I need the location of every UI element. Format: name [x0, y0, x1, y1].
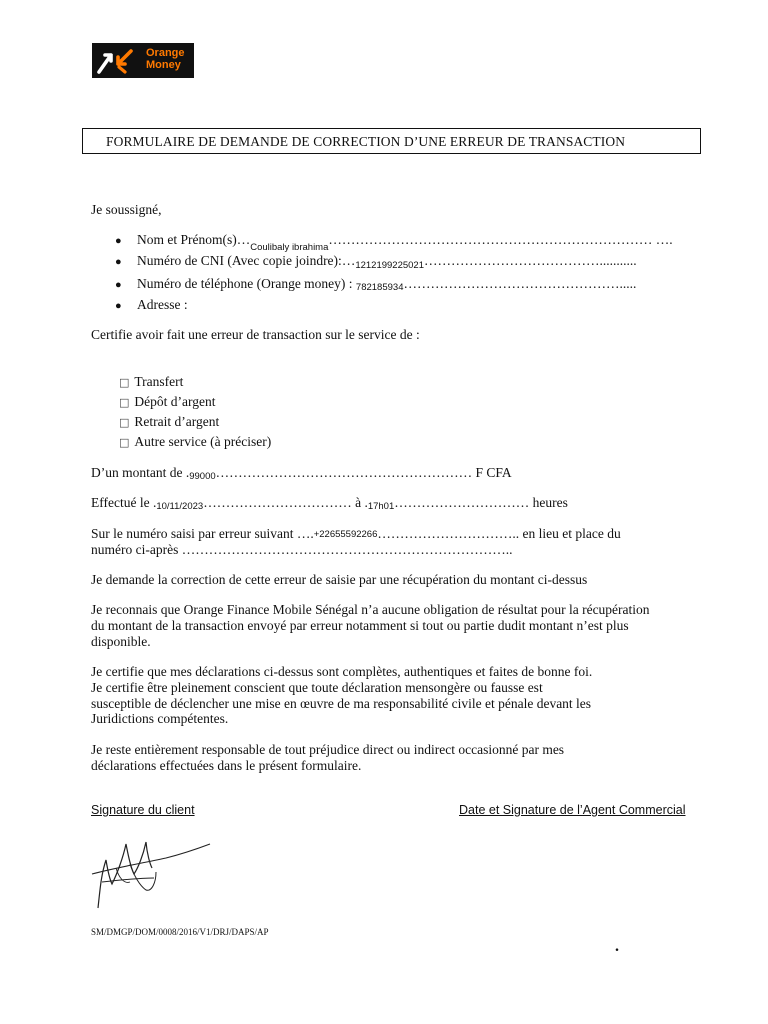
service-option-label: Autre service (à préciser) [134, 434, 272, 449]
paragraph-4-line-1: Je reste entièrement responsable de tout préjudice direct ou indirect occasionné par mes [91, 742, 565, 757]
paragraph-2-line-2: du montant de la transaction envoyé par erreur notamment si tout ou partie dudit montant n’est plus [91, 618, 629, 633]
orange-money-logo [92, 43, 194, 78]
amount-value: 99000 [189, 471, 216, 482]
date-row [91, 495, 568, 511]
field-cni-value: 1212199225021 [355, 260, 424, 271]
bullet-icon: ● [115, 300, 122, 312]
amount-row [91, 465, 512, 481]
time-dot-before: . [364, 495, 368, 510]
field-phone-row [137, 276, 636, 292]
service-option-depot[interactable] [119, 394, 216, 410]
wrong-number-dots-after: ………………………….. en lieu et place du [377, 526, 621, 541]
checkbox-icon[interactable]: □ [119, 396, 130, 409]
bullet-icon: ● [115, 256, 122, 268]
agent-signature-heading: Date et Signature de l’Agent Commercial [459, 803, 686, 817]
wrong-number-label: Sur le numéro saisi par erreur suivant [91, 526, 294, 541]
logo-line-2: Money [146, 59, 181, 71]
wrong-number-value: +22655592266 [313, 529, 378, 540]
wrong-number-dots-before: …. [293, 526, 314, 541]
service-option-label: Dépôt d’argent [134, 394, 216, 409]
bullet-icon: ● [115, 279, 122, 291]
field-cni-dots-after: …………………………………........... [424, 253, 637, 268]
paragraph-3-line-4: Juridictions compétentes. [91, 711, 229, 726]
date-dots-after: ………………………… heures [394, 495, 568, 510]
field-phone-label: Numéro de téléphone (Orange money) : [137, 276, 353, 291]
date-dots-before: . [149, 495, 157, 510]
field-cni-row [137, 253, 637, 269]
date-value: 10/11/2023 [156, 501, 204, 512]
field-name-dots-after: ……………………………………………………………… …. [328, 232, 673, 247]
checkbox-icon[interactable]: □ [119, 376, 130, 389]
orange-money-arrows-icon [92, 43, 142, 78]
field-cni-dots-before: … [341, 253, 356, 268]
checkbox-icon[interactable]: □ [119, 416, 130, 429]
field-cni-label: Numéro de CNI (Avec copie joindre): [137, 253, 342, 268]
paragraph-3-line-1: Je certifie que mes déclarations ci-dessus sont complètes, authentiques et faites de bonne foi. [91, 664, 593, 679]
certifie-text: Certifie avoir fait une erreur de transaction sur le service de : [91, 327, 420, 342]
field-name-dots-before: … [236, 232, 251, 247]
amount-label: D’un montant de [91, 465, 183, 480]
time-value: 17h01 [367, 501, 395, 512]
intro-text: Je soussigné, [91, 202, 162, 217]
checkbox-icon[interactable]: □ [119, 436, 130, 449]
service-option-label: Transfert [134, 374, 184, 389]
form-title: FORMULAIRE DE DEMANDE DE CORRECTION D’UNE ERREUR DE TRANSACTION [106, 134, 626, 149]
field-name-label: Nom et Prénom(s) [137, 232, 237, 247]
field-name-row [137, 232, 673, 253]
paragraph-3-line-2: Je certifie être pleinement conscient que toute déclaration mensongère ou fausse est [91, 680, 543, 695]
client-signature-heading: Signature du client [91, 803, 195, 817]
date-label: Effectué le [91, 495, 150, 510]
service-option-label: Retrait d’argent [134, 414, 220, 429]
field-phone-dots-after: …………………………………………..... [403, 276, 637, 291]
amount-dots-after: ………………………………………………… F CFA [215, 465, 512, 480]
bullet-icon: ● [115, 235, 122, 247]
paragraph-3-line-3: susceptible de déclencher une mise en œuvre de ma responsabilité civile et pénale devant les [91, 696, 592, 711]
logo-line-1: Orange [146, 47, 185, 59]
amount-dots-before: . [182, 465, 190, 480]
paragraph-4-line-2: déclarations effectuées dans le présent formulaire. [91, 758, 362, 773]
stray-dot: . [615, 938, 619, 955]
paragraph-1: Je demande la correction de cette erreur de saisie par une récupération du montant ci-dessus [91, 572, 588, 587]
field-phone-value: 782185934 [355, 282, 404, 293]
service-option-autre[interactable] [119, 434, 271, 450]
wrong-number-line-2: numéro ci-après ……………………………………………………………….. [91, 542, 513, 557]
client-signature-image [86, 820, 216, 912]
wrong-number-row [91, 526, 621, 542]
paragraph-2-line-1: Je reconnais que Orange Finance Mobile Sénégal n’a aucune obligation de résultat pour la récupération [91, 602, 650, 617]
document-reference: SM/DMGP/DOM/0008/2016/V1/DRJ/DAPS/AP [91, 927, 269, 937]
date-dots-mid: …………………………… à [203, 495, 365, 510]
paragraph-2-line-3: disponible. [91, 634, 151, 649]
service-option-transfert[interactable] [119, 374, 183, 390]
service-option-retrait[interactable] [119, 414, 219, 430]
field-address-label: Adresse : [137, 297, 188, 312]
field-name-value: Coulibaly ibrahima [250, 242, 329, 253]
form-title-box [82, 128, 701, 154]
